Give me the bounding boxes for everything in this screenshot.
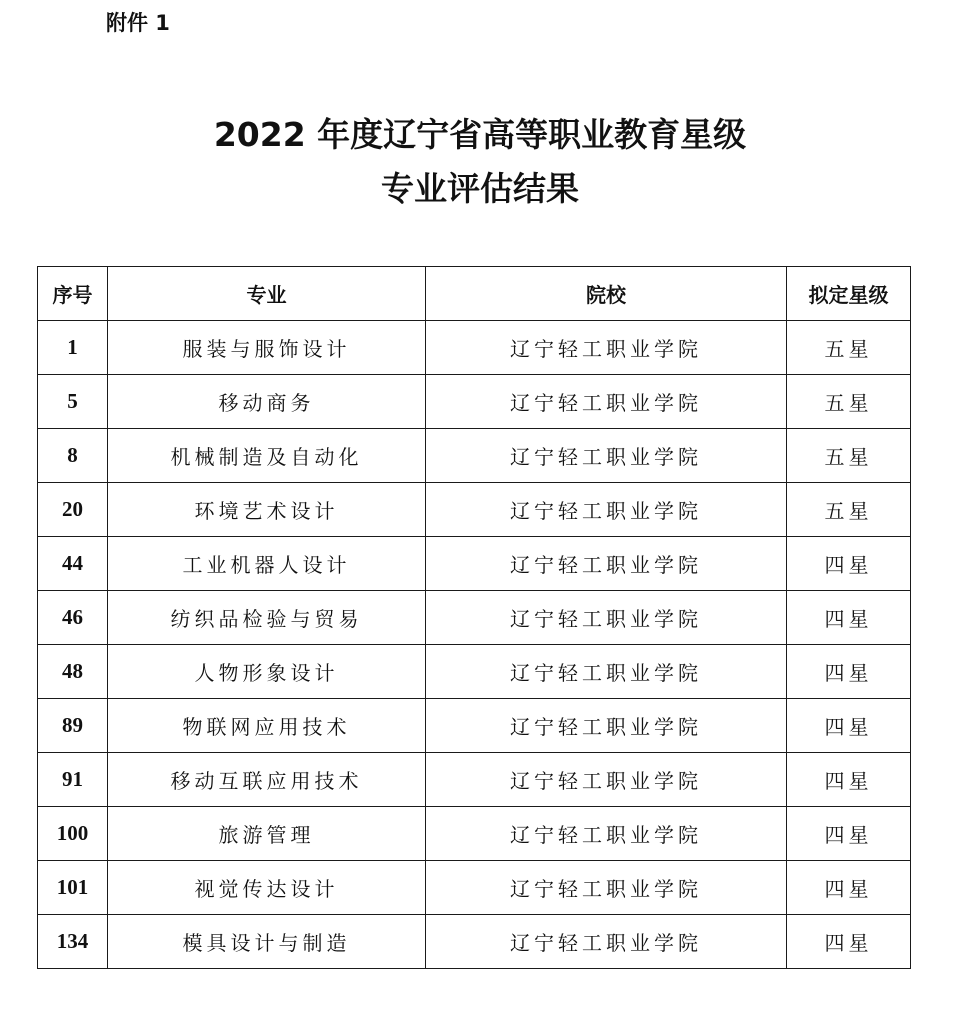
table-row (38, 807, 911, 861)
row-school: 辽宁轻工职业学院 (426, 645, 787, 699)
table-row (38, 429, 911, 483)
row-star-rating: 四星 (787, 699, 911, 753)
row-school: 辽宁轻工职业学院 (426, 591, 787, 645)
row-major: 服装与服饰设计 (108, 321, 426, 375)
table-row (38, 483, 911, 537)
row-major: 旅游管理 (108, 807, 426, 861)
attachment-label: 附件 1 (106, 11, 170, 35)
header-no: 序号 (38, 267, 108, 321)
row-school: 辽宁轻工职业学院 (426, 915, 787, 969)
row-major: 移动商务 (108, 375, 426, 429)
row-major: 人物形象设计 (108, 645, 426, 699)
evaluation-results-table (37, 266, 911, 969)
row-major: 视觉传达设计 (108, 861, 426, 915)
row-school: 辽宁轻工职业学院 (426, 861, 787, 915)
row-no: 100 (38, 807, 108, 861)
table-row (38, 645, 911, 699)
document-title-line-1: 2022 年度辽宁省高等职业教育星级 (213, 115, 747, 154)
row-school: 辽宁轻工职业学院 (426, 321, 787, 375)
row-star-rating: 五星 (787, 429, 911, 483)
table-row (38, 753, 911, 807)
table-row (38, 591, 911, 645)
row-no: 101 (38, 861, 108, 915)
row-no: 91 (38, 753, 108, 807)
row-no: 44 (38, 537, 108, 591)
row-school: 辽宁轻工职业学院 (426, 483, 787, 537)
row-school: 辽宁轻工职业学院 (426, 375, 787, 429)
row-star-rating: 四星 (787, 537, 911, 591)
row-star-rating: 四星 (787, 915, 911, 969)
row-major: 模具设计与制造 (108, 915, 426, 969)
header-major: 专业 (108, 267, 426, 321)
header-star-rating: 拟定星级 (787, 267, 911, 321)
row-no: 48 (38, 645, 108, 699)
table-header-row (38, 267, 911, 321)
row-star-rating: 四星 (787, 753, 911, 807)
row-major: 环境艺术设计 (108, 483, 426, 537)
row-no: 1 (38, 321, 108, 375)
row-school: 辽宁轻工职业学院 (426, 537, 787, 591)
row-no: 89 (38, 699, 108, 753)
document-title-line-2: 专业评估结果 (381, 169, 579, 208)
row-star-rating: 四星 (787, 807, 911, 861)
row-no: 46 (38, 591, 108, 645)
row-major: 纺织品检验与贸易 (108, 591, 426, 645)
row-major: 机械制造及自动化 (108, 429, 426, 483)
row-no: 134 (38, 915, 108, 969)
row-star-rating: 四星 (787, 861, 911, 915)
row-school: 辽宁轻工职业学院 (426, 753, 787, 807)
table-row (38, 915, 911, 969)
row-major: 物联网应用技术 (108, 699, 426, 753)
row-star-rating: 四星 (787, 645, 911, 699)
header-school: 院校 (426, 267, 787, 321)
row-star-rating: 五星 (787, 321, 911, 375)
row-major: 移动互联应用技术 (108, 753, 426, 807)
row-school: 辽宁轻工职业学院 (426, 429, 787, 483)
table-row (38, 861, 911, 915)
row-major: 工业机器人设计 (108, 537, 426, 591)
table-row (38, 537, 911, 591)
table-row (38, 375, 911, 429)
row-no: 8 (38, 429, 108, 483)
row-school: 辽宁轻工职业学院 (426, 699, 787, 753)
row-star-rating: 五星 (787, 483, 911, 537)
row-no: 5 (38, 375, 108, 429)
table-row (38, 321, 911, 375)
table-row (38, 699, 911, 753)
row-star-rating: 五星 (787, 375, 911, 429)
row-no: 20 (38, 483, 108, 537)
row-school: 辽宁轻工职业学院 (426, 807, 787, 861)
row-star-rating: 四星 (787, 591, 911, 645)
